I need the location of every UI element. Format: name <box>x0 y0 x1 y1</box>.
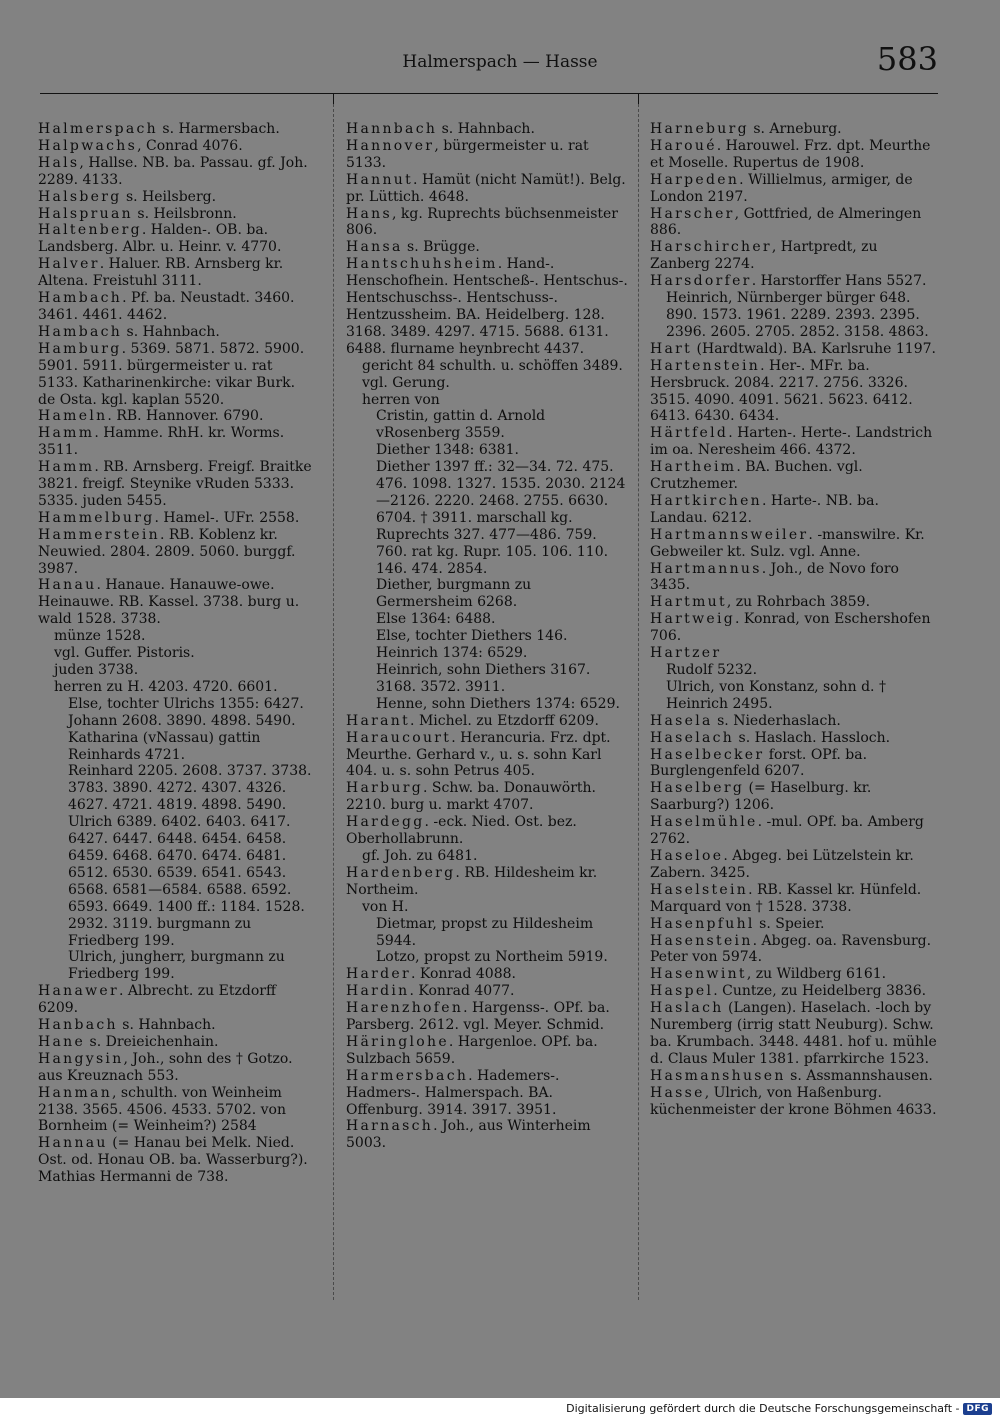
index-column-1 <box>38 121 316 1346</box>
entry-headword: Haselstein <box>650 881 749 898</box>
entry-headword: Hannover <box>346 137 435 154</box>
index-entry <box>650 814 938 848</box>
index-entry <box>650 341 938 358</box>
entry-text: (Hardtwald). BA. Karlsruhe 1197. <box>692 340 936 357</box>
entry-headword: Hartzer <box>650 645 722 662</box>
index-entry <box>38 290 316 324</box>
entry-headword: Härtfeld <box>650 425 729 442</box>
index-entry <box>650 493 938 527</box>
index-subentry-nested: Katharina (vNassau) gattin Reinhards 4721. <box>68 729 261 763</box>
index-entry <box>650 916 938 933</box>
index-subentry-nested: Dietmar, propst zu Hildesheim 5944. <box>376 915 594 949</box>
index-entry <box>38 222 316 256</box>
entry-text: . Konrad, von Eschershofen 706. <box>650 611 931 645</box>
index-entry <box>650 172 938 206</box>
entry-text: . -eck. Nied. Ost. bez. Oberhollabrunn. <box>346 814 577 848</box>
index-entry <box>650 645 938 662</box>
entry-headword: Hammelburg <box>38 509 155 526</box>
entry-text: . Haluer. RB. Arnsberg kr. Altena. Freistuhl 3111. <box>38 256 284 290</box>
index-subentry-nested: Cristin, gattin d. Arnold vRosenberg 3559. <box>376 408 546 442</box>
entry-headword: Hasela <box>650 712 713 729</box>
index-entry <box>650 425 938 459</box>
index-subentry: gf. Joh. zu 6481. <box>362 847 478 864</box>
entry-headword: Harmersbach <box>346 1067 469 1084</box>
index-subentry-nested: Ulrich, jungherr, burgmann zu Friedberg 199. <box>68 949 285 983</box>
entry-headword: Hane <box>38 1033 86 1050</box>
dfg-logo: DFG <box>963 1403 992 1415</box>
index-entry <box>346 1034 628 1068</box>
entry-text: , bürgermeister u. rat 5133. <box>346 137 589 171</box>
index-entry <box>346 713 628 730</box>
entry-headword: Hasse <box>650 1084 705 1101</box>
entry-headword: Harder <box>346 966 411 983</box>
index-entry <box>38 256 316 290</box>
index-entry <box>650 1000 938 1068</box>
entry-text: . RB. Hildesheim kr. Northeim. <box>346 864 598 898</box>
entry-headword: Halspruan <box>38 205 133 222</box>
entry-text: s. Harmersbach. <box>157 121 280 137</box>
index-entry <box>38 206 316 223</box>
index-entry <box>650 933 938 967</box>
entry-text: . Albrecht. zu Etzdorff 6209. <box>38 983 276 1017</box>
index-entry <box>38 527 316 578</box>
entry-text: . RB. Koblenz kr. Neuwied. 2804. 2809. 5060. burggf. 3987. <box>38 526 296 577</box>
entry-text: forst. OPf. ba. Burglengenfeld 6207. <box>650 746 868 780</box>
entry-headword: Harant <box>346 712 411 729</box>
entry-headword: Hans <box>346 205 392 222</box>
entry-text: . 5369. 5871. 5872. 5900. 5901. 5911. bürgermeister u. rat 5133. Katharinenkirche: vikar Burk. de Osta. kgl. kaplan 5520. <box>38 340 305 408</box>
entry-headword: Hanawer <box>38 983 119 1000</box>
index-entry <box>650 983 938 1000</box>
entry-text: s. Dreieichenhain. <box>85 1033 219 1050</box>
footer <box>566 1402 992 1415</box>
index-entry <box>38 121 316 138</box>
index-subentry: herren von <box>362 391 440 408</box>
index-subentry: von H. <box>362 898 409 915</box>
entry-headword: Harburg <box>346 780 423 797</box>
entry-headword: Haraucourt <box>346 729 452 746</box>
index-entry <box>650 848 938 882</box>
entry-headword: Halpwachs <box>38 137 138 154</box>
index-entry <box>38 1034 316 1051</box>
index-subentry-nested: Reinhard 2205. 2608. 3737. 3738. 3783. 3890. 4272. 4307. 4326. 4627. 4721. 4819. 4898. 5490. <box>68 763 312 814</box>
entry-text: , Hallse. NB. ba. Passau. gf. Joh. 2289. 4133. <box>38 154 308 188</box>
entry-text: . -manswilre. Kr. Gebweiler kt. Sulz. vgl. Anne. <box>650 526 925 560</box>
entry-headword: Haselach <box>650 729 735 746</box>
entry-headword: Hartmut <box>650 594 727 611</box>
entry-headword: Hartweig <box>650 611 735 628</box>
entry-headword: Hartenstein <box>650 357 761 374</box>
entry-text: s. Assmannshausen. <box>785 1067 933 1084</box>
entry-headword: Hardin <box>346 983 410 1000</box>
entry-text: . Hamel-. UFr. 2558. <box>154 509 300 526</box>
entry-text: . BA. Buchen. vgl. Crutzhemer. <box>650 459 863 493</box>
entry-headword: Hanau <box>38 577 97 594</box>
index-entry <box>346 172 628 206</box>
page-number: 583 <box>876 40 938 78</box>
entry-headword: Hansa <box>346 239 403 256</box>
entry-headword: Hambach <box>38 290 123 307</box>
entry-headword: Halsberg <box>38 188 122 205</box>
index-entry <box>346 121 628 138</box>
header-rule <box>40 93 938 94</box>
entry-text: . RB. Kassel kr. Hünfeld. Marquard von † 1528. 3738. <box>650 881 922 915</box>
index-entry <box>650 747 938 781</box>
index-entry <box>346 1068 628 1119</box>
running-title: Halmerspach — Hasse <box>402 52 598 72</box>
entry-text: . Willielmus, armiger, de London 2197. <box>650 171 913 205</box>
entry-text: . RB. Arnsberg. Freigf. Braitke 3821. freigf. Steynike vRuden 5333. 5335. juden 5455. <box>38 459 312 509</box>
index-entry <box>650 273 938 290</box>
index-entry <box>38 324 316 341</box>
entry-text: , Conrad 4076. <box>137 137 243 154</box>
index-entry <box>650 611 938 645</box>
entry-headword: Haslach <box>650 1000 724 1017</box>
entry-text: . Hargenss-. OPf. ba. Parsberg. 2612. vgl. Meyer. Schmid. <box>346 1000 610 1034</box>
entry-headword: Hardenberg <box>346 864 456 881</box>
entry-headword: Hamburg <box>38 340 122 357</box>
index-entry <box>650 206 938 240</box>
index-subentry: Ulrich, von Konstanz, sohn d. † Heinrich 2495. <box>666 678 886 712</box>
entry-text: (Langen). Haselach. -loch by Nuremberg (irrig statt Neuburg). Schw. ba. Krumbach. 3448. 4481. hof u. mühle d. Claus Muler 1381. pfarrkirche 1523. <box>650 1000 937 1067</box>
entry-text: (= Hanau bei Melk. Nied. Ost. od. Honau OB. ba. Wasserburg?). Mathias Hermanni de 738. <box>38 1135 308 1186</box>
index-entry <box>650 730 938 747</box>
index-subentry: herren zu H. 4203. 4720. 6601. <box>54 678 278 695</box>
index-entry <box>650 1085 938 1119</box>
entry-text: . Hademers-. Hadmers-. Halmerspach. BA. Offenburg. 3914. 3917. 3951. <box>346 1067 560 1118</box>
index-entry <box>346 966 628 983</box>
entry-headword: Hangysin <box>38 1050 124 1067</box>
entry-headword: Haseloe <box>650 847 724 864</box>
entry-text: (= Haselburg. kr. Saarburg?) 1206. <box>650 780 872 814</box>
entry-headword: Harneburg <box>650 121 749 137</box>
entry-text: , zu Rohrbach 3859. <box>726 594 871 611</box>
index-subentry: vgl. Gerung. <box>362 374 450 391</box>
entry-headword: Hardegg <box>346 814 425 831</box>
entry-headword: Hanman <box>38 1084 113 1101</box>
index-subentry-nested: Diether, burgmann zu Germersheim 6268. <box>376 577 532 611</box>
index-entry <box>650 594 938 611</box>
index-subentry-nested: Lotzo, propst zu Northeim 5919. <box>376 949 608 966</box>
index-subentry-nested: Johann 2608. 3890. 4898. 5490. <box>68 712 296 729</box>
index-subentry-nested: Diether 1397 ff.: 32—34. 72. 475. 476. 1098. 1327. 1535. 2030. 2124—2126. 2220. 2468. 2755. 6630. 6704. † 3911. marschall kg. Ruprechts 327. 477—486. 759. 760. rat kg. Rupr. 105. 106. 110. 146. 474. 2854. <box>376 459 626 577</box>
entry-text: s. Arneburg. <box>748 121 842 137</box>
entry-text: s. Speier. <box>754 915 825 932</box>
entry-headword: Hammerstein <box>38 526 160 543</box>
index-entry <box>38 577 316 628</box>
index-entry <box>38 983 316 1017</box>
entry-headword: Hasenwint <box>650 966 747 983</box>
entry-text: s. Heilsbronn. <box>132 205 237 222</box>
entry-text: . Joh., aus Winterheim 5003. <box>346 1118 591 1152</box>
index-subentry-nested: Else, tochter Diethers 146. <box>376 628 568 645</box>
index-subentry: münze 1528. <box>54 628 146 645</box>
footer-credit: Digitalisierung gefördert durch die Deutsche Forschungsgemeinschaft - <box>566 1402 960 1415</box>
index-subentry: Rudolf 5232. <box>666 662 758 678</box>
index-subentry-nested: Henne, sohn Diethers 1374: 6529. <box>376 695 620 712</box>
index-subentry-nested: Diether 1348: 6381. <box>376 442 519 459</box>
index-entry <box>38 138 316 155</box>
entry-text: s. Niederhaslach. <box>712 712 841 729</box>
entry-text: s. Brügge. <box>402 239 480 256</box>
entry-headword: Harenzhofen <box>346 1000 464 1017</box>
entry-text: s. Hahnbach. <box>122 323 220 340</box>
index-entry <box>346 138 628 172</box>
entry-text: . Schw. ba. Donauwörth. 2210. burg u. markt 4707. <box>346 780 596 814</box>
entry-text: . Hand-. Henschofhein. Hentscheß-. Hentschus-. Hentschuschss-. Hentschuss-. Hentzussheim. BA. Heidelberg. 128. 3168. 3489. 4297. 4715. 5688. 6131. 6488. flurname heynbrecht 4437. <box>346 256 628 357</box>
column-separator <box>638 104 639 1300</box>
index-entry <box>650 1068 938 1085</box>
entry-headword: Hantschuhsheim <box>346 256 498 273</box>
entry-text: s. Hahnbach. <box>117 1017 216 1034</box>
index-subentry-nested: Heinrich 1374: 6529. <box>376 645 528 662</box>
index-entry <box>346 239 628 256</box>
entry-headword: Hameln <box>38 408 108 425</box>
column-separator <box>333 104 334 1300</box>
entry-text: . Abgeg. bei Lützelstein kr. Zabern. 3425. <box>650 847 914 881</box>
index-subentry-nested: Else 1364: 6488. <box>376 611 496 628</box>
entry-text: . Herancuria. Frz. dpt. Meurthe. Gerhard v., u. s. sohn Karl 404. u. s. sohn Petrus 405. <box>346 729 611 780</box>
entry-headword: Hartmannsweiler <box>650 526 809 543</box>
index-entry <box>650 780 938 814</box>
entry-text: s. Heilsberg. <box>121 188 217 205</box>
entry-headword: Hamm <box>38 425 95 442</box>
entry-headword: Haselbecker <box>650 746 765 763</box>
entry-headword: Harschircher <box>650 239 772 256</box>
entry-text: . Abgeg. oa. Ravensburg. Peter von 5974. <box>650 932 932 966</box>
entry-headword: Hart <box>650 340 693 357</box>
entry-headword: Haselmühle <box>650 814 758 831</box>
entry-text: . -mul. OPf. ba. Amberg 2762. <box>650 814 924 848</box>
entry-headword: Häringlohe <box>346 1033 449 1050</box>
index-subentry-nested: Ulrich 6389. 6402. 6403. 6417. 6427. 6447. 6448. 6454. 6458. 6459. 6468. 6470. 6474. 6481. 6512. 6530. 6539. 6541. 6543. 6568. 6581—6584. 6588. 6592. 6593. 6649. 1400 ff.: 1184. 1528. 2932. 3119. burgmann zu Friedberg 199. <box>68 814 305 949</box>
index-subentry-nested: Heinrich, sohn Diethers 3167. 3168. 3572. 3911. <box>376 662 591 695</box>
entry-text: , Gottfried, de Almeringen 886. <box>650 205 922 239</box>
entry-text: . RB. Hannover. 6790. <box>107 408 264 425</box>
entry-text: . Pf. ba. Neustadt. 3460. 3461. 4461. 4462. <box>38 290 295 323</box>
entry-text: . Harten-. Herte-. Landstrich im oa. Neresheim 466. 4372. <box>650 425 933 459</box>
entry-headword: Hannbach <box>346 121 438 137</box>
entry-headword: Halmerspach <box>38 121 158 137</box>
index-entry <box>650 459 938 493</box>
entry-text: . Halden-. OB. ba. Landsberg. Albr. u. Heinr. v. 4770. <box>38 222 282 256</box>
entry-headword: Hasmanshusen <box>650 1067 786 1084</box>
index-column-2 <box>346 121 628 1346</box>
entry-headword: Halver <box>38 256 100 273</box>
index-entry <box>346 1000 628 1034</box>
index-entry <box>38 425 316 459</box>
entry-headword: Haltenberg <box>38 222 142 239</box>
index-entry <box>650 966 938 983</box>
entry-headword: Hannut <box>346 171 414 188</box>
entry-text: . Harte-. NB. ba. Landau. 6212. <box>650 492 879 526</box>
entry-headword: Harsdorfer <box>650 273 752 290</box>
index-entry <box>38 408 316 425</box>
entry-headword: Hals <box>38 154 80 171</box>
entry-text: . Hamüt (nicht Namüt!). Belg. pr. Lüttich. 4648. <box>346 171 626 205</box>
entry-text: . Konrad 4088. <box>411 966 516 983</box>
index-entry <box>38 459 316 510</box>
index-entry <box>38 1135 316 1186</box>
entry-text: . Harstorffer Hans 5527. <box>751 273 927 290</box>
entry-headword: Hanbach <box>38 1017 118 1034</box>
entry-text: . Hanaue. Hanauwe-owe. Heinauwe. RB. Kassel. 3738. burg u. wald 1528. 3738. <box>38 577 300 628</box>
index-column-3 <box>650 121 938 1346</box>
index-entry <box>650 713 938 730</box>
index-entry <box>346 256 628 357</box>
entry-text: . Harouwel. Frz. dpt. Meurthe et Moselle. Rupertus de 1908. <box>650 137 931 171</box>
entry-text: , Hartpredt, zu Zanberg 2274. <box>650 239 878 273</box>
entry-text: . Hamme. RhH. kr. Worms. 3511. <box>38 425 285 459</box>
index-entry <box>346 983 628 1000</box>
entry-text: s. Hahnbach. <box>437 121 535 137</box>
index-entry <box>346 1118 628 1152</box>
entry-text: . Michel. zu Etzdorff 6209. <box>410 712 599 729</box>
entry-headword: Harscher <box>650 205 735 222</box>
index-entry <box>38 189 316 206</box>
entry-headword: Hartmannus <box>650 560 762 577</box>
entry-headword: Haroué <box>650 137 717 154</box>
entry-headword: Haselberg <box>650 780 745 797</box>
index-subentry: gericht 84 schulth. u. schöffen 3489. <box>362 357 623 374</box>
entry-headword: Haspel <box>650 983 714 1000</box>
entry-headword: Hartheim <box>650 459 737 476</box>
entry-headword: Hamm <box>38 459 95 476</box>
entry-headword: Hasenstein <box>650 932 753 949</box>
index-subentry: juden 3738. <box>54 662 139 678</box>
index-entry <box>346 780 628 814</box>
index-entry <box>38 510 316 527</box>
index-entry <box>650 561 938 595</box>
entry-text: s. Haslach. Hassloch. <box>734 729 891 746</box>
index-entry <box>650 358 938 426</box>
index-entry <box>650 882 938 916</box>
index-entry <box>650 121 938 138</box>
entry-text: . Hargenloe. OPf. ba. Sulzbach 5659. <box>346 1033 598 1067</box>
entry-headword: Harpeden <box>650 171 740 188</box>
index-entry <box>346 865 628 899</box>
entry-headword: Hasenpfuhl <box>650 915 755 932</box>
entry-text: , kg. Ruprechts büchsenmeister 806. <box>346 205 618 239</box>
entry-text: . Joh., de Novo foro 3435. <box>650 560 899 594</box>
entry-text: . Cuntze, zu Heidelberg 3836. <box>713 983 927 1000</box>
index-entry <box>38 1085 316 1136</box>
entry-text: , Joh., sohn des † Gotzo. aus Kreuznach 553. <box>38 1050 293 1084</box>
entry-text: , zu Wildberg 6161. <box>746 966 887 983</box>
entry-text: , schulth. von Weinheim 2138. 3565. 4506. 4533. 5702. von Bornheim (= Weinheim?) 2584 <box>38 1084 287 1135</box>
entry-headword: Hartkirchen <box>650 492 762 509</box>
index-subentry: Heinrich, Nürnberger bürger 648. 890. 1573. 1961. 2289. 2393. 2395. 2396. 2605. 2705. 2852. 3158. 4863. <box>666 290 929 340</box>
index-entry <box>650 138 938 172</box>
index-entry <box>346 206 628 240</box>
entry-headword: Harnasch <box>346 1118 434 1135</box>
index-subentry-nested: Else, tochter Ulrichs 1355: 6427. <box>68 695 304 712</box>
index-entry <box>38 341 316 409</box>
entry-headword: Hannau <box>38 1135 108 1152</box>
index-entry <box>38 155 316 189</box>
index-entry <box>650 527 938 561</box>
index-entry <box>346 730 628 781</box>
index-entry <box>38 1051 316 1085</box>
index-entry <box>650 239 938 273</box>
index-entry <box>346 814 628 848</box>
entry-text: , Ulrich, von Haßenburg. küchenmeister der krone Böhmen 4633. <box>650 1084 937 1118</box>
entry-headword: Hambach <box>38 323 123 340</box>
index-subentry: vgl. Guffer. Pistoris. <box>54 645 195 662</box>
entry-text: . Konrad 4077. <box>409 983 515 1000</box>
entry-text: . Her-. MFr. ba. Hersbruck. 2084. 2217. 2756. 3326. 3515. 4090. 4091. 5621. 5623. 6412. 6413. 6430. 6434. <box>650 357 913 425</box>
index-entry <box>38 1017 316 1034</box>
